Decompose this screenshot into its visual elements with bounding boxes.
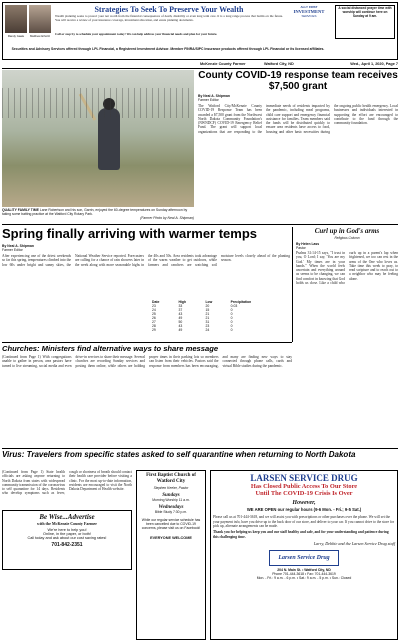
curl-byline-role: Pastor [296,246,306,250]
masthead-rule [2,68,398,69]
covid-body: The Watford City/McKenzie County COVID-19 Response Team has been awarded a $7,500 grant from the Northwest North Dakota Community Foundation's (NWNDCF) COVID-19 Emergency Relief Fund. The grant will support local organizations that are responding to the immediate needs of residents impacted by the pandemic, including meal programs, child care support and emergency financial assistance for families. Team members said the funds will be distributed quickly to ensure area residents have access to food, housing and other basic necessities during the ongoing public health emergency. Local businesses and individuals interested in supporting the effort are encouraged to contribute to the fund through the community foundation. [198,104,398,134]
larsen-line-1: Has Closed Public Access To Our Store [250,483,358,490]
weather-cell: 37 [178,308,183,312]
advisor-name-2: Matthew Erholtz [29,34,51,38]
weather-cell: 49 [178,316,183,320]
curl-headline: Curl up in God's arms [314,227,380,235]
baseball-photo [2,70,194,207]
firm-logo-line-1: ALLY FIRST [300,5,318,9]
wealth-ad-body: Wealth planning seeks to protect your net worth from the financial consequences of death, disability or even long term care. It is a long range process that builds on the future. You will receive a review of your insurance coverage, investment allocation, and estate planning documents. [55,14,283,22]
wealth-ad [2,2,398,60]
wealth-ad-headline: Strategies To Seek To Preserve Your Wealth [94,5,244,14]
column-rule-spring [292,227,293,342]
weather-header-date: Date [152,300,160,304]
wealth-ad-footer: Securities and Advisory Services offered through LPL Financial, a Registered Investment Advisor. Member FINRA/SIPC Insurance products offered through LPL Financial or its licensed affiliates. [11,47,325,51]
church-ad-wed: Bible Study 7:30 p.m. [154,510,188,514]
weather-cell: 33 [178,304,183,308]
firm-logo-line-2: INVESTMENT [293,9,325,14]
larsen-however: However, [292,500,316,507]
virus-headline: Virus: Travelers from specific states asked to self quarantine when returning to North Dakota [2,450,356,459]
weather-cell: 43 [178,312,183,316]
section-rule-1 [2,224,398,225]
fence [2,88,194,118]
photo-caption-label: QUALITY FAMILY TIME [2,208,39,212]
spring-body: After experiencing one of the driest weekends so far this spring, temperatures climbed into the low 60s under bright and sunny skies, the National Weather Service reported. Forecasters are calling for a chance of rain showers later in the week along with more seasonable highs in the 40s and 50s. Area residents took advantage of the warm weather to get outdoors, while farmers and ranchers are watching soil moisture levels closely ahead of the planting season. [2,254,290,267]
church-ad-pastor: Stephen Keeler, Pastor [153,486,189,490]
curl-body: Psalms 31:14-15 says, "I trust in you, O Lord; I say, 'You are my God.' My times are in your hands." When the world feels uncertain and everything around us seems to be changing, we can find comfort in knowing that God holds us close. Like a child who curls up in a parent's lap when frightened, we too can rest in the arms of the One who loves us. Take time this week to pray, to read scripture and to reach out to a neighbor who may be feeling alone. [296,251,398,286]
weather-cell: 15 [205,308,210,312]
be-wise-title: Be Wise...Advertise [39,513,95,521]
photo-caption [2,208,194,216]
larsen-title: LARSEN SERVICE DRUG [250,473,358,483]
spring-byline-role: Farmer Editor [2,248,23,252]
firm-logo [287,5,331,25]
larsen-hours: Mon. - Fri.: 9 a.m. - 6 p.m. • Sat.: 9 a.m. - 5 p.m. • Sun.: Closed [256,575,352,580]
advisor-photo-2 [29,5,51,33]
first-baptist-ad [136,470,206,640]
larsen-open-hours: WE ARE OPEN our regular hours (9-6 Mon. - Fri.; 9-5 Sat.) [246,507,362,513]
larsen-thanks: Thank you for helping us keep you and our staff healthy and safe, and for your understanding and patience during this challenging time. [213,530,389,539]
section-rule-2 [2,342,292,343]
weather-cell: 26 [152,316,156,320]
be-wise-phone: 701-842-2351 [51,542,83,548]
spring-byline-name: By Neal A. Shipman [2,244,34,248]
weather-cell: 24 [152,308,156,312]
weather-cell: 31 [205,320,210,324]
covid-byline-role: Farmer Editor [198,98,219,102]
church-ad-title: First Baptist Church of Watford City [146,473,196,484]
weather-header-high: High [178,300,187,304]
weather-cell: 24 [205,328,210,332]
covid-byline [198,94,262,102]
weather-header-low: Low [205,300,213,304]
masthead-date: Wed., April 1, 2020, Page 7 [350,62,398,66]
weather-cell: 0 [230,308,233,312]
spring-byline [2,244,66,252]
virus-body: (Continued from Page 1) State health officials are asking anyone returning to North Dakota from states with widespread community transmission of the coronavirus to self quarantine for 14 days. Residents who develop symptoms such as fever, cough or shortness of breath should contact their health care provider before visiting a clinic. For the most up-to-date information, residents are encouraged to visit the North Dakota Department of Health website. [2,470,132,496]
weather-cell: 0.03 [230,304,238,308]
church-ad-welcome: EVERYONE WELCOME [150,536,192,540]
weather-cell: 0 [230,320,233,324]
covid-headline: County COVID-19 response team receives $7,500 grant [198,70,398,92]
section-rule-3 [2,448,398,449]
church-ad-note: While our regular service schedule has been cancelled due to COVID-19 concerns, please visit us on Facebook! [141,518,201,530]
photo-caption-text: Lane Robertson and his son, Garrin, enjoyed the 60-degree temperatures on Sunday afternoon by taking some batting practice at the Watford City Rotary Park. [2,208,188,216]
weather-cell: 0 [230,328,233,332]
covid-byline-name: By Neal A. Shipman [198,94,230,98]
larsen-signoff: Larry, Debbie and the Larsen Service Drug staff [313,540,395,546]
weather-cell: 29 [152,328,156,332]
spring-headline: Spring finally arriving with warmer temps [2,226,258,241]
weather-cell: 25 [152,312,156,316]
worship-badge-text: A social distanced prayer time with worship will continue here on Sunday at 9 am. [338,6,392,18]
weather-cell: 21 [205,312,210,316]
be-wise-ad [2,510,132,570]
larsen-phone: Phone 701-444-3618 • Fax: 701-444-3619 [272,571,336,576]
be-wise-line-1: We're here to help you! [47,528,87,532]
church-ad-sundays: Morning Worship 11 a.m. [152,498,190,502]
weather-cell: 50 [178,320,183,324]
churches-headline: Churches: Ministers find alternative ways to share message [2,344,219,353]
church-ad-sundays-label: Sundays [162,493,180,498]
weather-cell: 0 [230,324,233,328]
larsen-line-2: Until The COVID-19 Crisis Is Over [255,490,353,498]
weather-header-precip: Precipitation [230,300,252,304]
church-ad-wed-label: Wednesdays [158,505,184,510]
weather-cell: 23 [205,324,210,328]
masthead-publication: McKenzie County Farmer [200,62,246,66]
advisor-photo-1 [5,5,27,33]
be-wise-line-2: Online, in the paper, or both! [43,532,91,536]
larsen-logo-text: Larsen Service Drug [278,554,330,561]
weather-cell: 0 [230,316,233,320]
churches-body: (Continued from Page 1) With congregations unable to gather in person, area pastors have turned to live streaming, social media and even drive-in services to share their message. Several churches are recording Sunday services and posting them online, while others are holding prayer times in their parking lots so members can listen from their vehicles. Pastors said the response from members has been encouraging, and many are finding new ways to stay connected through phone calls, cards and virtual Bible studies during the pandemic. [2,355,292,368]
weather-table [150,300,286,332]
be-wise-subtitle: with the McKenzie County Farmer [37,521,97,526]
weather-row [150,328,286,332]
weather-cell: 0 [230,312,233,316]
masthead-location: Watford City, ND [264,62,294,66]
worship-badge [335,5,395,39]
larsen-body: Please call us at 701-444-3618, and we will assist you with prescriptions or other purchases over the phone. We will set the your payment info, have you drive up to the back door of our store, and deliver to your car. If you cannot drive to the store for pick up, alternate arrangements can be made. [213,515,395,528]
weather-cell: 49 [178,328,183,332]
curl-byline-name: By Helen Lass [296,242,320,246]
photo-credit: (Farmer Photo by Neal A. Shipman) [140,216,194,220]
curl-section: Religious Column [334,236,360,240]
weather-cell: 23 [152,304,156,308]
firm-logo-line-3: SERVICES [301,14,317,18]
be-wise-line-3: Call today and ask about our cost saving rates! [27,536,107,540]
larsen-ad [210,470,398,640]
weather-cell: 28 [152,324,156,328]
curl-byline [296,242,356,250]
larsen-logo [269,550,339,566]
weather-cell: 43 [178,324,183,328]
advisor-name-1: Randy Gaale [7,34,25,38]
weather-cell: 20 [205,304,210,308]
weather-cell: 27 [152,320,156,324]
larsen-address: 204 N. Main St. • Watford City, ND [277,567,331,572]
wealth-ad-contact: Call or stop by to schedule your appointment today! We can help address your financial needs and plan for your future. [55,32,218,36]
weather-cell: 21 [205,316,210,320]
